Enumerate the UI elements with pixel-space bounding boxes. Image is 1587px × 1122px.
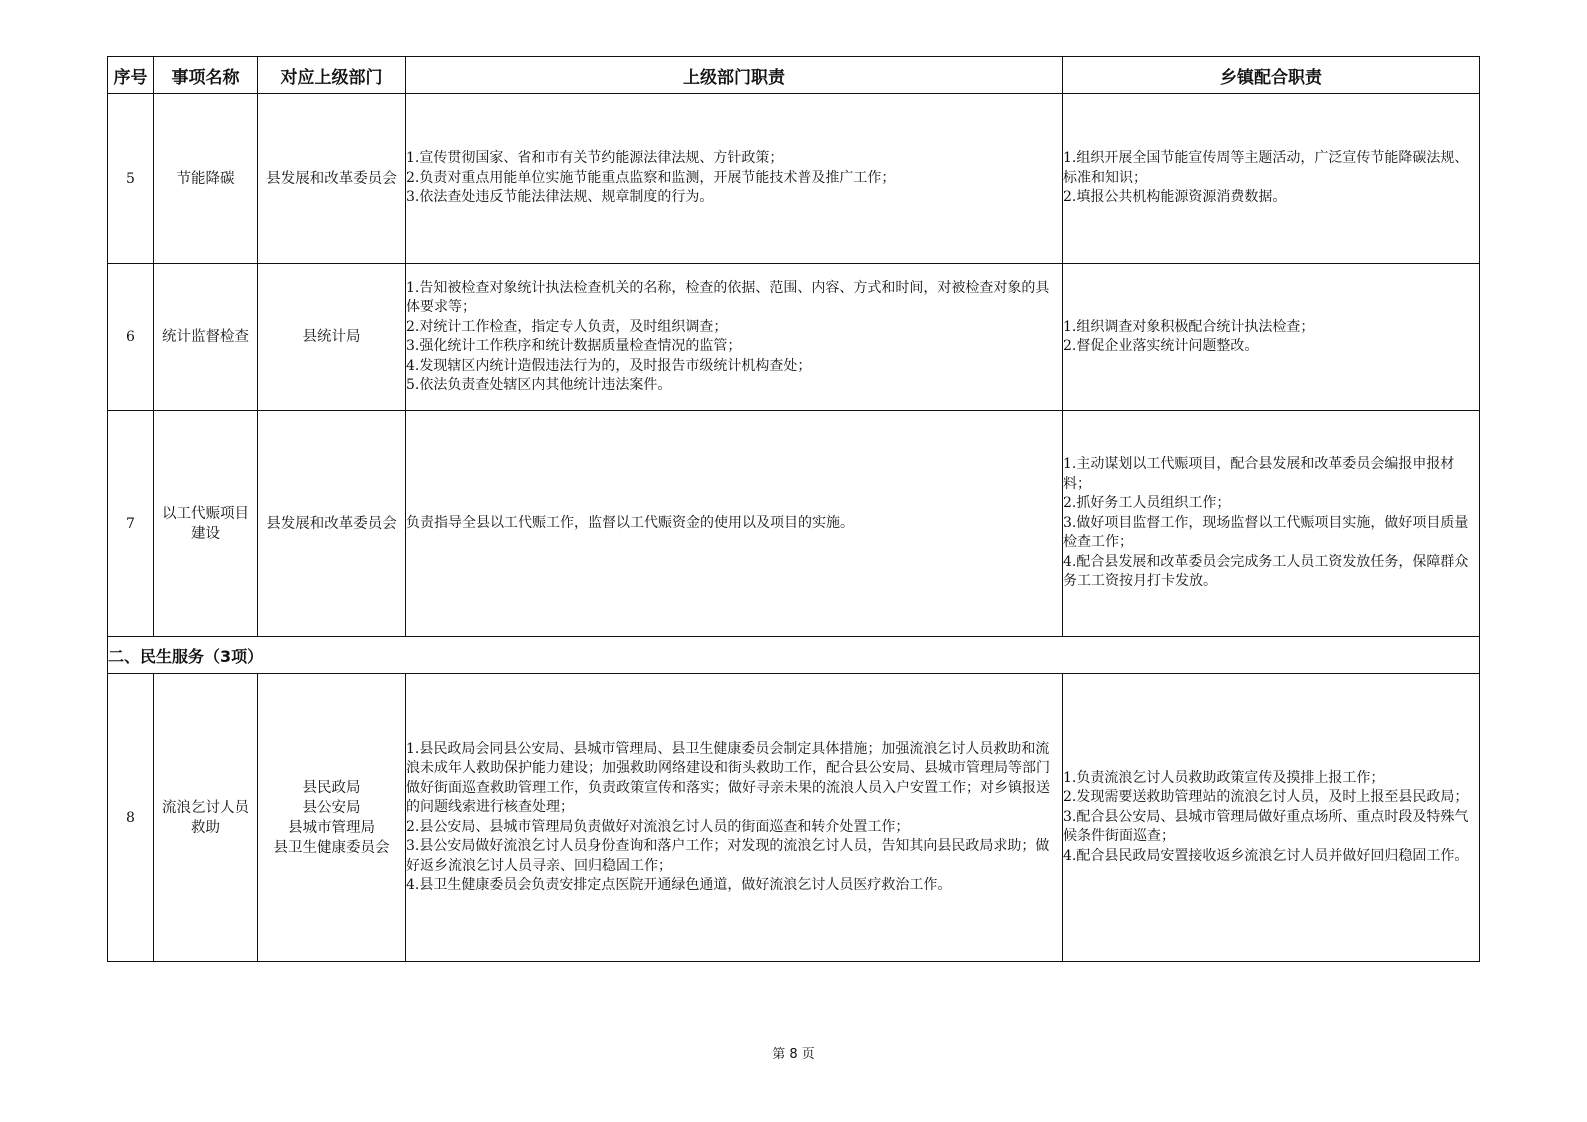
section-row [108,637,1480,674]
upper-duties-line: 3.强化统计工作秩序和统计数据质量检查情况的监管； [406,338,742,354]
upper-duties-line: 2.县公安局、县城市管理局负责做好对流浪乞讨人员的街面巡查和转介处置工作； [406,818,910,835]
item-name-line: 流浪乞讨人员 [162,799,249,816]
table-row [108,674,1480,962]
item-name [154,674,258,962]
item-name-line: 以工代赈项目 [162,505,249,522]
row-number: 6 [108,264,154,411]
town-duties-line: 4.配合县发展和改革委员会完成务工人员工资发放任务，保障群众务工工资按月打卡发放。 [1063,553,1469,590]
upper-duties-line: 1.告知被检查对象统计执法检查机关的名称，检查的依据、范围、内容、方式和时间，对被检查对象的具体要求等； [406,279,1050,315]
upper-duties-line: 2.负责对重点用能单位实施节能重点监察和监测，开展节能技术普及推广工作； [406,169,896,186]
upper-department [258,94,406,264]
town-duties [1063,411,1480,637]
upper-duties-line: 4.县卫生健康委员会负责安排定点医院开通绿色通道，做好流浪乞讨人员医疗救治工作。 [406,877,952,893]
row-number: 5 [108,94,154,264]
upper-duties [406,411,1063,637]
upper-duties [406,264,1063,411]
table-row [108,411,1480,637]
duty-table [107,56,1480,962]
town-duties-line: 2.抓好务工人员组织工作； [1063,495,1231,512]
section-title: 二、民生服务（3项） [108,637,1480,674]
upper-duties [406,674,1063,962]
upper-department-line: 县公安局 [302,799,361,816]
header-upper-duties: 上级部门职责 [406,57,1063,94]
town-duties [1063,264,1480,411]
upper-department [258,411,406,637]
table-row [108,264,1480,411]
upper-duties-line: 3.依法查处违反节能法律法规、规章制度的行为。 [406,189,714,206]
town-duties-line: 1.组织调查对象积极配合统计执法检查； [1063,318,1315,335]
item-name-line: 节能降碳 [176,170,235,187]
item-name-line: 建设 [191,525,220,542]
page-number: 第 8 页 [772,1047,815,1062]
upper-duties-line: 3.县公安局做好流浪乞讨人员身份查询和落户工作；对发现的流浪乞讨人员，告知其向县民政局求助；做好返乡流浪乞讨人员寻亲、回归稳固工作； [406,838,1050,874]
town-duties-line: 4.配合县民政局安置接收返乡流浪乞讨人员并做好回归稳固工作。 [1063,847,1469,864]
upper-department-line: 县发展和改革委员会 [266,170,397,187]
town-duties-line: 1.组织开展全国节能宣传周等主题活动，广泛宣传节能降碳法规、标准和知识； [1063,150,1469,186]
item-name [154,411,258,637]
header-upper-department: 对应上级部门 [258,57,406,94]
upper-duties-line: 1.宣传贯彻国家、省和市有关节约能源法律法规、方针政策； [406,150,784,167]
row-number: 8 [108,674,154,962]
item-name-line: 统计监督检查 [162,329,249,345]
header-town-duties: 乡镇配合职责 [1063,57,1480,94]
header-number: 序号 [108,57,154,94]
row-number: 7 [108,411,154,637]
item-name [154,94,258,264]
upper-duties-line: 2.对统计工作检查，指定专人负责，及时组织调查； [406,318,728,335]
upper-duties-line: 5.依法负责查处辖区内其他统计违法案件。 [406,377,672,393]
upper-duties [406,94,1063,264]
upper-duties-line: 1.县民政局会同县公安局、县城市管理局、县卫生健康委员会制定具体措施；加强流浪乞讨人员救助和流浪未成年人救助保护能力建设；加强救助网络建设和街头救助工作，配合县公安局、县城市管理局等部门做好街面巡查救助管理工作，负责政策宣传和落实；做好寻亲未果的流浪人员入户安置工作；对乡镇报送的问题线索进行核查处理； [406,740,1050,815]
town-duties [1063,94,1480,264]
upper-duties-line: 负责指导全县以工代赈工作，监督以工代赈资金的使用以及项目的实施。 [406,514,854,531]
table-row [108,94,1480,264]
item-name-line: 救助 [191,819,220,836]
town-duties-line: 2.填报公共机构能源资源消费数据。 [1063,189,1287,206]
item-name [154,264,258,411]
header-item-name: 事项名称 [154,57,258,94]
town-duties-line: 1.负责流浪乞讨人员救助政策宣传及摸排上报工作； [1063,769,1385,786]
town-duties [1063,674,1480,962]
upper-department-line: 县发展和改革委员会 [266,515,397,532]
town-duties-line: 3.做好项目监督工作，现场监督以工代赈项目实施，做好项目质量检查工作； [1063,514,1469,551]
town-duties-line: 2.督促企业落实统计问题整改。 [1063,338,1259,354]
upper-department-line: 县城市管理局 [288,819,375,836]
upper-department [258,674,406,962]
upper-department [258,264,406,411]
upper-department-line: 县民政局 [302,779,361,796]
header-row [108,57,1480,94]
upper-duties-line: 4.发现辖区内统计造假违法行为的，及时报告市级统计机构查处； [406,357,812,374]
upper-department-line: 县卫生健康委员会 [273,839,390,856]
town-duties-line: 1.主动谋划以工代赈项目，配合县发展和改革委员会编报申报材料； [1063,456,1455,492]
town-duties-line: 3.配合县公安局、县城市管理局做好重点场所、重点时段及特殊气候条件街面巡查； [1063,808,1469,845]
upper-department-line: 县统计局 [302,329,361,345]
town-duties-line: 2.发现需要送救助管理站的流浪乞讨人员，及时上报至县民政局； [1063,789,1469,806]
